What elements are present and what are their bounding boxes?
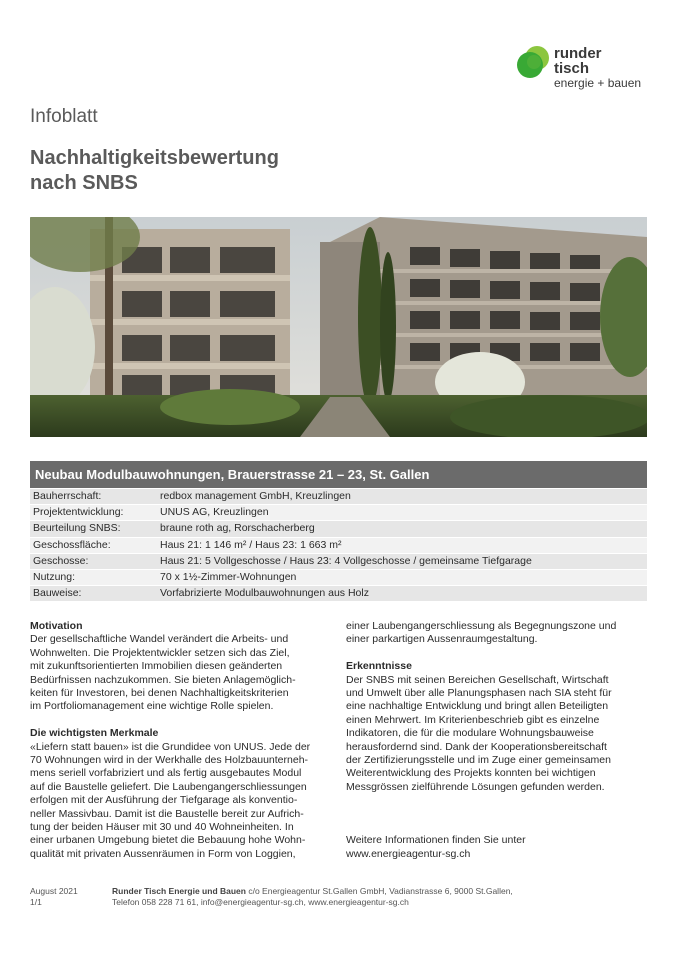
features-line: einer parkartigen Aussenraumgestaltung. xyxy=(346,633,538,646)
fact-value: braune roth ag, Rorschacherberg xyxy=(160,522,315,535)
logo-line3: energie + bauen xyxy=(554,76,642,90)
fact-row xyxy=(30,505,647,521)
features-line: «Liefern statt bauen» ist die Grundidee von UNUS. Jede der xyxy=(30,740,311,753)
features-line: tung der beiden Häuser mit 30 und 40 Wohneinheiten. In xyxy=(30,821,294,834)
fact-value: Haus 21: 1 146 m² / Haus 23: 1 663 m² xyxy=(160,538,342,551)
logo-circles-icon xyxy=(516,44,552,80)
fact-value: Vorfabrizierte Modulbauwohnungen aus Holz xyxy=(160,587,369,600)
fact-row xyxy=(30,489,647,505)
fact-value: UNUS AG, Kreuzlingen xyxy=(160,506,269,519)
fact-row xyxy=(30,586,647,602)
fact-label: Geschosse: xyxy=(33,554,89,567)
fact-label: Beurteilung SNBS: xyxy=(33,522,121,535)
findings-line: Indikatoren, die für die modulare Wohnungsbauweise xyxy=(346,727,594,740)
features-line: einer Laubengangerschliessung als Begegnungszone und xyxy=(346,620,617,632)
project-title-bar: Neubau Modulbauwohnungen, Brauerstrasse 21 – 23, St. Gallen xyxy=(30,461,647,488)
footer-date: August 2021 xyxy=(30,886,78,896)
motivation-line: im Portfoliomanagement eine wichtige Rolle spielen. xyxy=(30,700,274,713)
runder-tisch-logo xyxy=(516,42,656,102)
motivation-line: Bedürfnissen nachzukommen. Sie bieten Anlagemöglich- xyxy=(30,673,296,686)
footer-contact-line: Telefon 058 228 71 61, info@energieagentur-sg.ch, www.energieagentur-sg.ch xyxy=(112,897,409,907)
features-line: erfolgen mit der Ausführung der Tiefgarage als konventio- xyxy=(30,794,298,807)
fact-value: 70 x 1½-Zimmer-Wohnungen xyxy=(160,570,297,583)
logo-wordmark xyxy=(554,46,641,90)
findings-line: und Umwelt über alle Planungsphasen nach SIA steht für xyxy=(346,687,612,700)
fact-label: Projektentwicklung: xyxy=(33,506,124,519)
document-type: Infoblatt xyxy=(30,106,98,127)
footer-meta xyxy=(30,886,110,908)
findings-line: einen Mehrwert. Im Kriterienbeschrieb gibt es einzelne xyxy=(346,713,600,726)
findings-line: Der SNBS mit seinen Bereichen Gesellschaft, Wirtschaft xyxy=(346,673,609,686)
motivation-heading: Motivation xyxy=(30,620,83,632)
features-line: auf die Baustelle geliefert. Die Laubengangerschliessungen xyxy=(30,780,307,793)
footer-page: 1/1 xyxy=(30,897,42,907)
motivation-line: mit zukunftsorientierten Immobilien diesen geänderten xyxy=(30,660,283,673)
findings-line: eine nachhaltige Entwicklung und bringt allen Beteiligten xyxy=(346,700,609,713)
more-info-text: Weitere Informationen finden Sie unter xyxy=(346,834,526,847)
title-line-1: Nachhaltigkeitsbewertung xyxy=(30,147,279,169)
fact-value: redbox management GmbH, Kreuzlingen xyxy=(160,490,351,502)
findings-line: herausfordernd sind. Dank der Kooperationsbereitschaft xyxy=(346,740,607,753)
features-line: 70 Wohnungen wird in der Werkhalle des Holzbauunterneh- xyxy=(30,754,309,767)
findings-line: Messgrössen zielführende Lösungen gefunden werden. xyxy=(346,780,605,793)
fact-label: Geschossfläche: xyxy=(33,538,111,551)
footer-org: Runder Tisch Energie und Bauen xyxy=(112,886,246,896)
motivation-line: Wohnwelten. Die Projektentwickler setzen sich das Ziel, xyxy=(30,646,290,659)
motivation-line: keiten für Investoren, bei denen Nachhaltigkeitskriterien xyxy=(30,687,289,700)
title-line-2: nach SNBS xyxy=(30,172,138,194)
right-text-column xyxy=(346,620,647,861)
logo-line1: runder xyxy=(554,45,602,62)
left-text-column xyxy=(30,620,331,861)
features-line: mens seriell vorfabriziert und als fertig ausgebautes Modul xyxy=(30,767,302,780)
footer-address: c/o Energieagentur St.Gallen GmbH, Vadianstrasse 6, 9000 St.Gallen, xyxy=(245,886,513,896)
fact-row xyxy=(30,570,647,586)
fact-row xyxy=(30,554,647,570)
page-title xyxy=(30,146,279,196)
fact-label: Bauherrschaft: xyxy=(33,490,102,502)
fact-label: Nutzung: xyxy=(33,570,76,583)
features-heading: Die wichtigsten Merkmale xyxy=(30,727,159,740)
fact-label: Bauweise: xyxy=(33,587,82,600)
findings-line: der Zertifizierungsstelle und im Zuge einer gemeinsamen xyxy=(346,754,611,767)
footer-contact xyxy=(112,886,647,908)
findings-heading: Erkenntnisse xyxy=(346,660,412,673)
findings-line: Weiterentwicklung des Projekts konnten bei wichtigen xyxy=(346,767,596,780)
features-line: einer urbanen Umgebung bietet die Bebauung hohe Wohn- xyxy=(30,834,306,847)
fact-value: Haus 21: 5 Vollgeschosse / Haus 23: 4 Vollgeschosse / gemeinsame Tiefgarage xyxy=(160,554,532,567)
motivation-line: Der gesellschaftliche Wandel verändert die Arbeits- und xyxy=(30,633,289,646)
building-rendering-image xyxy=(30,217,647,437)
features-line: qualität mit privaten Aussenräumen in Form von Loggien, xyxy=(30,847,296,860)
fact-row xyxy=(30,521,647,537)
project-facts-table xyxy=(30,489,647,602)
logo-line2: tisch xyxy=(554,60,590,77)
fact-row xyxy=(30,538,647,554)
more-info-link[interactable]: www.energieagentur-sg.ch xyxy=(346,847,471,860)
features-line: neller Massivbau. Damit ist die Baustelle bereit zur Aufrich- xyxy=(30,807,304,820)
